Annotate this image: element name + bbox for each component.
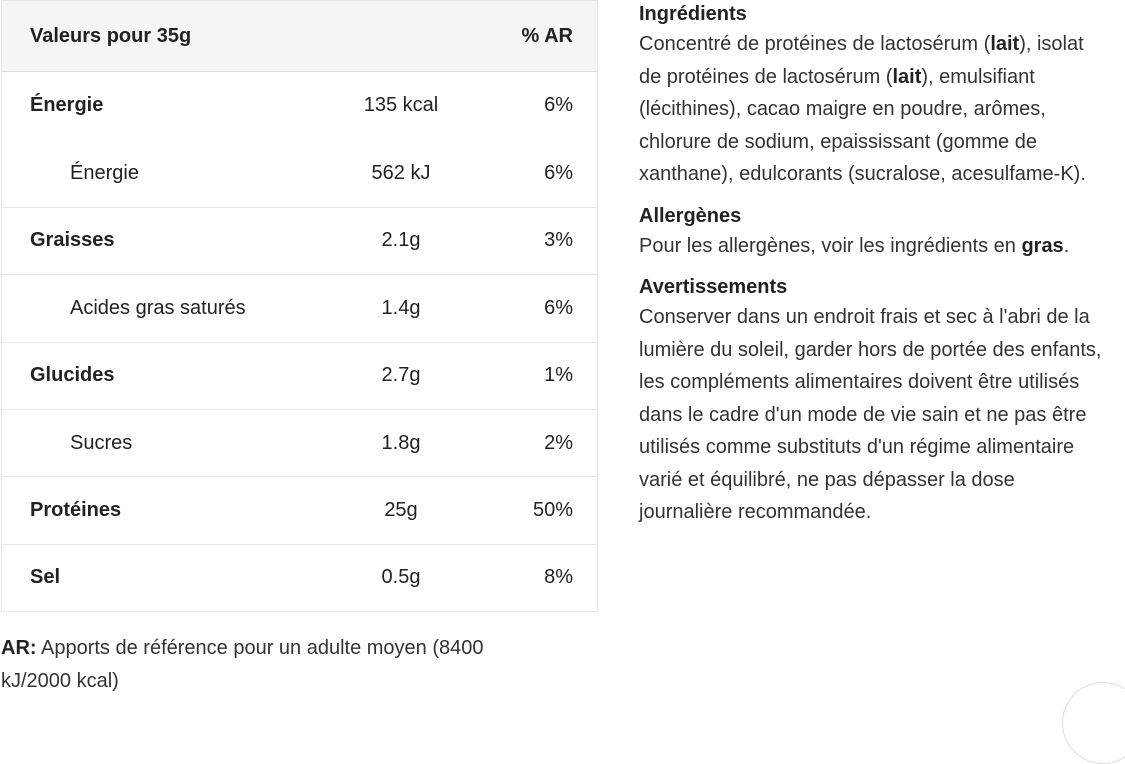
ingredients-part-3: ), emulsifiant (lécithines), cacao maigre en poudre, arômes, chlorure de sodium, epaississant (gomme de xanthane), edulcorants (sucralose, acesulfame-K). — [639, 65, 1086, 185]
nutrient-name: Sucres — [70, 431, 133, 454]
nutrient-ar: 1% — [544, 364, 573, 387]
nutrient-value: 2.7g — [381, 364, 421, 387]
nutrition-table — [1, 0, 598, 612]
warnings-text: Conserver dans un endroit frais et sec à l'abri de la lumière du soleil, garder hors de portée des enfants, les compléments alimentaires doivent être utilisés dans le cadre d'un mode de vie sain et ne pas être utilisés comme substituts d'un régime alimentaire varié et équilibré, ne pas dépasser la dose journalière recommandée. — [639, 306, 1102, 523]
nutrition-row — [2, 342, 597, 409]
nutrient-ar: 6% — [544, 296, 573, 319]
nutrient-ar: 8% — [544, 566, 573, 589]
nutrition-row — [2, 139, 597, 206]
corner-widget[interactable] — [1062, 682, 1125, 764]
ar-footnote — [1, 632, 541, 698]
nutrition-row — [2, 544, 597, 611]
nutrient-ar: 50% — [532, 499, 573, 522]
nutrient-name: Protéines — [30, 499, 122, 522]
nutrient-ar: 3% — [544, 229, 573, 252]
nutrient-value: 2.1g — [381, 229, 421, 252]
nutrient-value: 562 kJ — [371, 161, 431, 184]
nutrition-row — [2, 207, 597, 274]
nutrient-name: Graisses — [30, 229, 115, 252]
ingredients-part-2: ), isolat de protéines de lactosérum ( — [639, 33, 1084, 88]
nutrient-name: Glucides — [30, 364, 115, 387]
allergens-bold: gras — [1021, 234, 1064, 257]
nutrient-ar: 6% — [544, 161, 573, 184]
nutrition-row — [2, 274, 597, 341]
nutrient-name: Énergie — [70, 161, 139, 184]
footnote-text: Apports de référence pour un adulte moyen (8400 kJ/2000 kcal) — [1, 637, 484, 692]
warnings-title: Avertissements — [639, 276, 788, 298]
allergens-title: Allergènes — [639, 204, 742, 227]
nutrition-row — [2, 476, 597, 543]
nutrient-name: Acides gras saturés — [70, 296, 246, 319]
allergens-text — [639, 230, 1109, 263]
nutrient-ar: 6% — [544, 94, 573, 117]
allergens-end: . — [1063, 234, 1070, 257]
nutrition-row — [2, 409, 597, 476]
nutrition-table-header — [2, 1, 597, 72]
footnote-label: AR: — [1, 637, 37, 659]
ingredients-part-1: Concentré de protéines de lactosérum ( — [639, 33, 991, 55]
nutrient-value: 1.8g — [381, 431, 421, 454]
allergens-text-main: Pour les allergènes, voir les ingrédients en — [639, 234, 1022, 257]
nutrient-name: Énergie — [30, 94, 104, 117]
nutrient-value: 0.5g — [381, 566, 421, 589]
nutrient-name: Sel — [30, 566, 61, 589]
ingredients-allergen-2: lait — [892, 65, 922, 88]
nutrient-ar: 2% — [544, 431, 573, 454]
ingredients-text — [639, 28, 1109, 191]
nutrient-value: 25g — [384, 499, 418, 522]
ingredients-allergen-1: lait — [990, 33, 1020, 55]
ingredients-title: Ingrédients — [639, 3, 747, 25]
nutrition-row — [2, 72, 597, 139]
header-label: Valeurs pour 35g — [30, 24, 192, 47]
product-info — [639, 0, 1109, 540]
header-ar-label: % AR — [521, 24, 573, 47]
nutrient-value: 1.4g — [381, 296, 421, 319]
nutrient-value: 135 kcal — [363, 94, 439, 117]
